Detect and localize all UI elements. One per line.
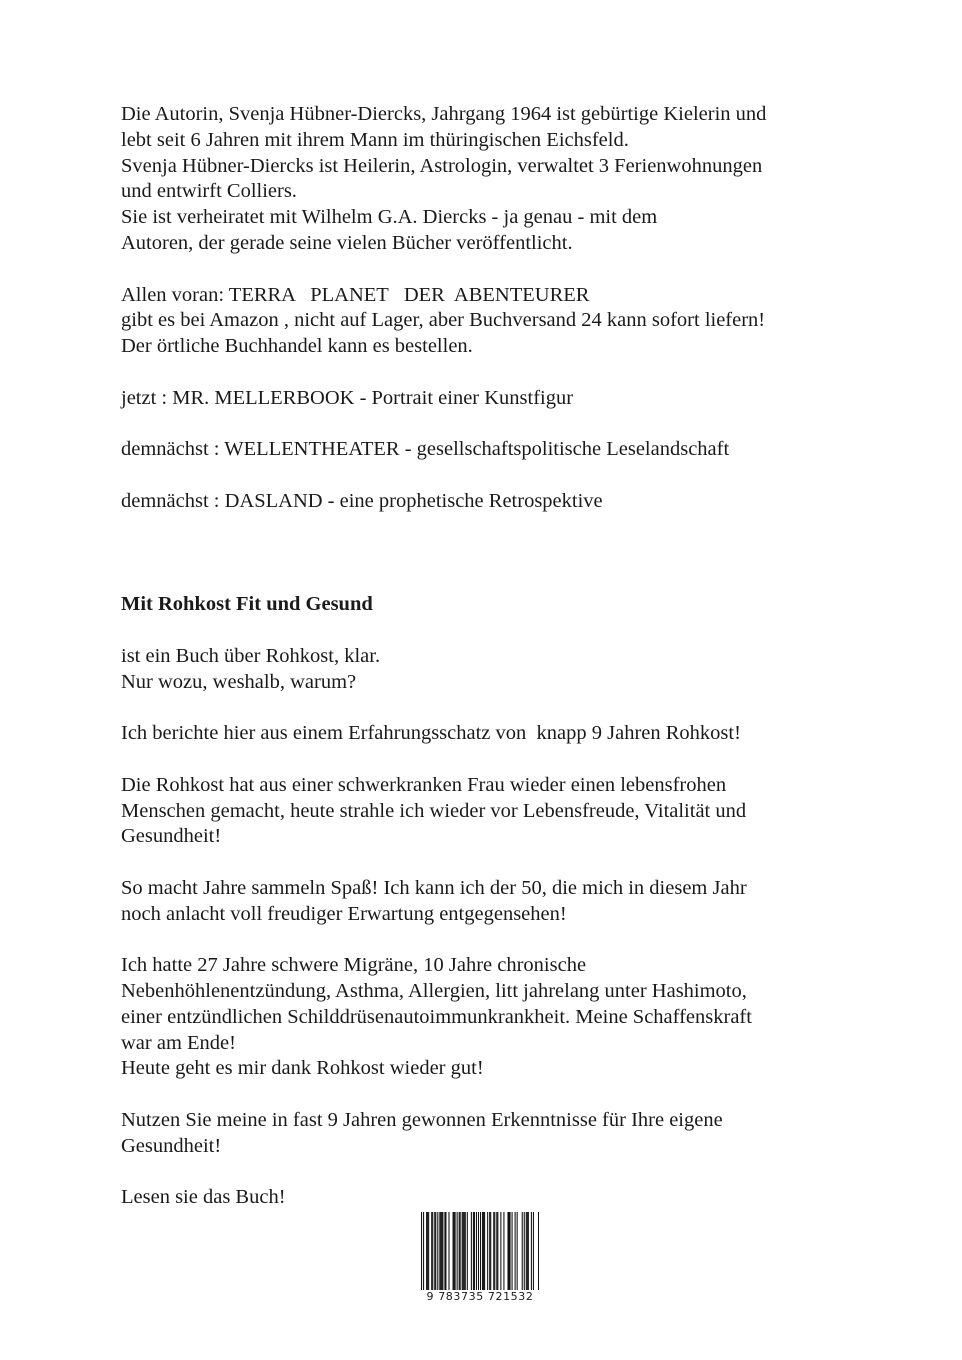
barcode-bar — [459, 1212, 460, 1290]
barcode-bar — [508, 1212, 509, 1290]
barcode-bar — [437, 1212, 438, 1290]
barcode-bar — [522, 1212, 523, 1290]
barcode-bar — [435, 1212, 436, 1290]
blurb-line: Ich berichte hier aus einem Erfahrungsschatz von knapp 9 Jahren Rohkost! — [121, 722, 741, 745]
blurb-line: einer entzündlichen Schilddrüsenautoimmunkrankheit. Meine Schaffenskraft — [121, 1005, 752, 1028]
barcode-bar — [538, 1212, 539, 1290]
barcode-bar — [440, 1212, 441, 1290]
barcode-bar — [441, 1212, 442, 1290]
barcode-bar — [478, 1212, 479, 1290]
blurb-paragraph-5 — [121, 953, 881, 1082]
barcode-bar — [471, 1212, 472, 1290]
author-bio-line: Autoren, der gerade seine vielen Bücher veröffentlicht. — [121, 231, 573, 254]
author-bio-line: Sie ist verheiratet mit Wilhelm G.A. Diercks - ja genau - mit dem — [121, 206, 658, 229]
barcode-bar — [460, 1212, 461, 1290]
blurb-line: Gesundheit! — [121, 1134, 222, 1157]
isbn-barcode — [421, 1212, 539, 1304]
barcode-bar — [528, 1212, 529, 1290]
barcode-bar — [526, 1212, 527, 1290]
barcode-bar — [489, 1212, 490, 1290]
barcode-bar — [423, 1212, 424, 1290]
book-soon-line: demnächst : WELLENTHEATER - gesellschaftspolitische Leselandschaft — [121, 438, 730, 461]
barcode-bar — [512, 1212, 513, 1290]
blurb-line: Nutzen Sie meine in fast 9 Jahren gewonnen Erkenntnisse für Ihre eigene — [121, 1109, 723, 1132]
book-now — [121, 386, 881, 412]
blurb-line: Ich hatte 27 Jahre schwere Migräne, 10 Jahre chronische — [121, 954, 587, 977]
barcode-bar — [476, 1212, 477, 1290]
barcode-bar — [496, 1212, 497, 1290]
barcode-bar — [432, 1212, 433, 1290]
barcode-bar — [465, 1212, 466, 1290]
barcode-bar — [421, 1212, 422, 1290]
barcode-bar — [426, 1212, 427, 1290]
barcode-bar — [473, 1212, 474, 1290]
blurb-line: Nebenhöhlenentzündung, Asthma, Allergien, litt jahrelang unter Hashimoto, — [121, 980, 747, 1003]
barcode-bar — [490, 1212, 491, 1290]
barcode-bar — [445, 1212, 446, 1290]
barcode-bar — [428, 1212, 429, 1290]
barcode-bar — [527, 1212, 528, 1290]
book-soon-1 — [121, 437, 881, 463]
author-bio-line: lebt seit 6 Jahren mit ihrem Mann im thüringischen Eichsfeld. — [121, 128, 629, 151]
barcode-bar — [467, 1212, 468, 1290]
barcode-bars — [421, 1212, 539, 1290]
barcode-bar — [454, 1212, 455, 1290]
blurb-paragraph-1 — [121, 644, 881, 696]
barcode-bar — [431, 1212, 432, 1290]
barcode-bar — [484, 1212, 485, 1290]
blurb-line: Gesundheit! — [121, 825, 222, 848]
barcode-bar — [510, 1212, 511, 1290]
barcode-bar — [457, 1212, 458, 1290]
barcode-bar — [444, 1212, 445, 1290]
blurb-paragraph-2 — [121, 721, 881, 747]
barcode-bar — [442, 1212, 443, 1290]
barcode-bar — [448, 1212, 449, 1290]
blurb-line: ist ein Buch über Rohkost, klar. — [121, 644, 381, 667]
book-title — [121, 592, 881, 618]
barcode-bar — [463, 1212, 464, 1290]
barcode-bar — [515, 1212, 516, 1290]
barcode-bar — [503, 1212, 504, 1290]
barcode-bar — [487, 1212, 488, 1290]
barcode-bar — [453, 1212, 454, 1290]
barcode-bar — [524, 1212, 525, 1290]
blurb-line: war am Ende! — [121, 1031, 236, 1054]
closing-line: Lesen sie das Buch! — [121, 1186, 286, 1209]
blurb-line: Nur wozu, weshalb, warum? — [121, 670, 357, 693]
blurb-line: Menschen gemacht, heute strahle ich wieder vor Lebensfreude, Vitalität und — [121, 799, 747, 822]
author-bio-line: Die Autorin, Svenja Hübner-Diercks, Jahrgang 1964 ist gebürtige Kielerin und — [121, 103, 767, 125]
author-bio — [121, 102, 881, 257]
barcode-bar — [507, 1212, 508, 1290]
barcode-bar — [483, 1212, 484, 1290]
barcode-digits: 9 783735 721532 — [426, 1290, 534, 1303]
blurb-line: Heute geht es mir dank Rohkost wieder gut! — [121, 1057, 484, 1080]
barcode-bar — [497, 1212, 498, 1290]
books-intro-line: Allen voran: TERRA PLANET DER ABENTEURER — [121, 283, 590, 306]
blurb-line: noch anlacht voll freudiger Erwartung entgegensehen! — [121, 902, 567, 925]
books-intro-line: gibt es bei Amazon , nicht auf Lager, aber Buchversand 24 kann sofort liefern! — [121, 309, 766, 332]
books-intro — [121, 283, 881, 360]
section-spacer — [121, 541, 881, 593]
book-soon-2 — [121, 489, 881, 515]
barcode-bar — [462, 1212, 463, 1290]
barcode-bar — [533, 1212, 534, 1290]
book-soon-line: demnächst : DASLAND - eine prophetische Retrospektive — [121, 489, 603, 512]
blurb-paragraph-3 — [121, 773, 881, 850]
blurb-paragraph-6 — [121, 1108, 881, 1160]
author-bio-line: und entwirft Colliers. — [121, 180, 297, 203]
barcode-bar — [494, 1212, 495, 1290]
book-now-line: jetzt : MR. MELLERBOOK - Portrait einer Kunstfigur — [121, 386, 574, 409]
blurb-paragraph-4 — [121, 876, 881, 928]
blurb-line: Die Rohkost hat aus einer schwerkranken Frau wieder einen lebensfrohen — [121, 773, 727, 796]
barcode-bar — [482, 1212, 483, 1290]
barcode-bar — [493, 1212, 494, 1290]
barcode-bar — [439, 1212, 440, 1290]
barcode-bar — [455, 1212, 456, 1290]
closing-paragraph — [121, 1185, 881, 1211]
barcode-bar — [427, 1212, 428, 1290]
blurb-line: So macht Jahre sammeln Spaß! Ich kann ich der 50, die mich in diesem Jahr — [121, 876, 747, 899]
barcode-bar — [480, 1212, 481, 1290]
book-title-heading: Mit Rohkost Fit und Gesund — [121, 593, 373, 616]
barcode-bar — [474, 1212, 475, 1290]
barcode-bar — [517, 1212, 518, 1290]
back-cover-text — [121, 102, 881, 1237]
barcode-bar — [434, 1212, 435, 1290]
barcode-bar — [464, 1212, 465, 1290]
barcode-bar — [531, 1212, 532, 1290]
barcode-bar — [500, 1212, 501, 1290]
books-intro-line: Der örtliche Buchhandel kann es bestellen. — [121, 335, 473, 358]
author-bio-line: Svenja Hübner-Diercks ist Heilerin, Astrologin, verwaltet 3 Ferienwohnungen — [121, 154, 763, 177]
